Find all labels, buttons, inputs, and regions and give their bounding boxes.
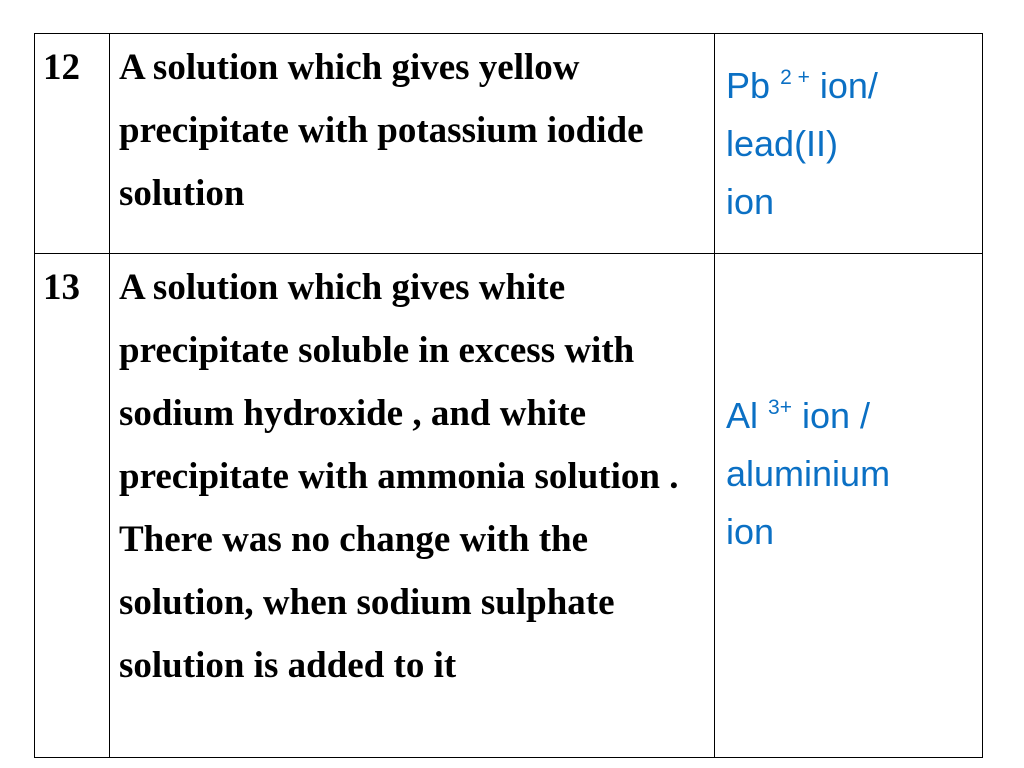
ion-suffix: ion / — [802, 395, 871, 436]
table-row — [35, 34, 983, 254]
ion-identification-table — [34, 33, 983, 758]
answer-line-3: ion — [726, 511, 775, 552]
answer-line-1 — [726, 387, 982, 445]
ion-symbol: Pb — [726, 64, 771, 106]
ion-charge: 3+ — [768, 396, 792, 419]
table-row — [35, 254, 983, 758]
row-answer — [715, 34, 983, 254]
row-number: 12 — [35, 34, 110, 254]
ion-charge: 2 + — [780, 65, 810, 89]
ion-symbol: Al — [726, 395, 759, 436]
answer-line-2: lead(II) — [726, 122, 839, 164]
answer-line-3: ion — [726, 180, 775, 222]
row-answer — [715, 254, 983, 758]
row-description: A solution which gives white precipitate soluble in excess with sodium hydroxide , and white precipitate with ammonia solution . There was no change with the solution, when sodium sulphate solution is added to it — [110, 254, 715, 758]
row-number: 13 — [35, 254, 110, 758]
ion-suffix: ion/ — [819, 64, 878, 106]
answer-line-2: aluminium — [726, 453, 891, 494]
row-description: A solution which gives yellow precipitate with potassium iodide solution — [110, 34, 715, 254]
answer-line-1 — [726, 57, 982, 115]
